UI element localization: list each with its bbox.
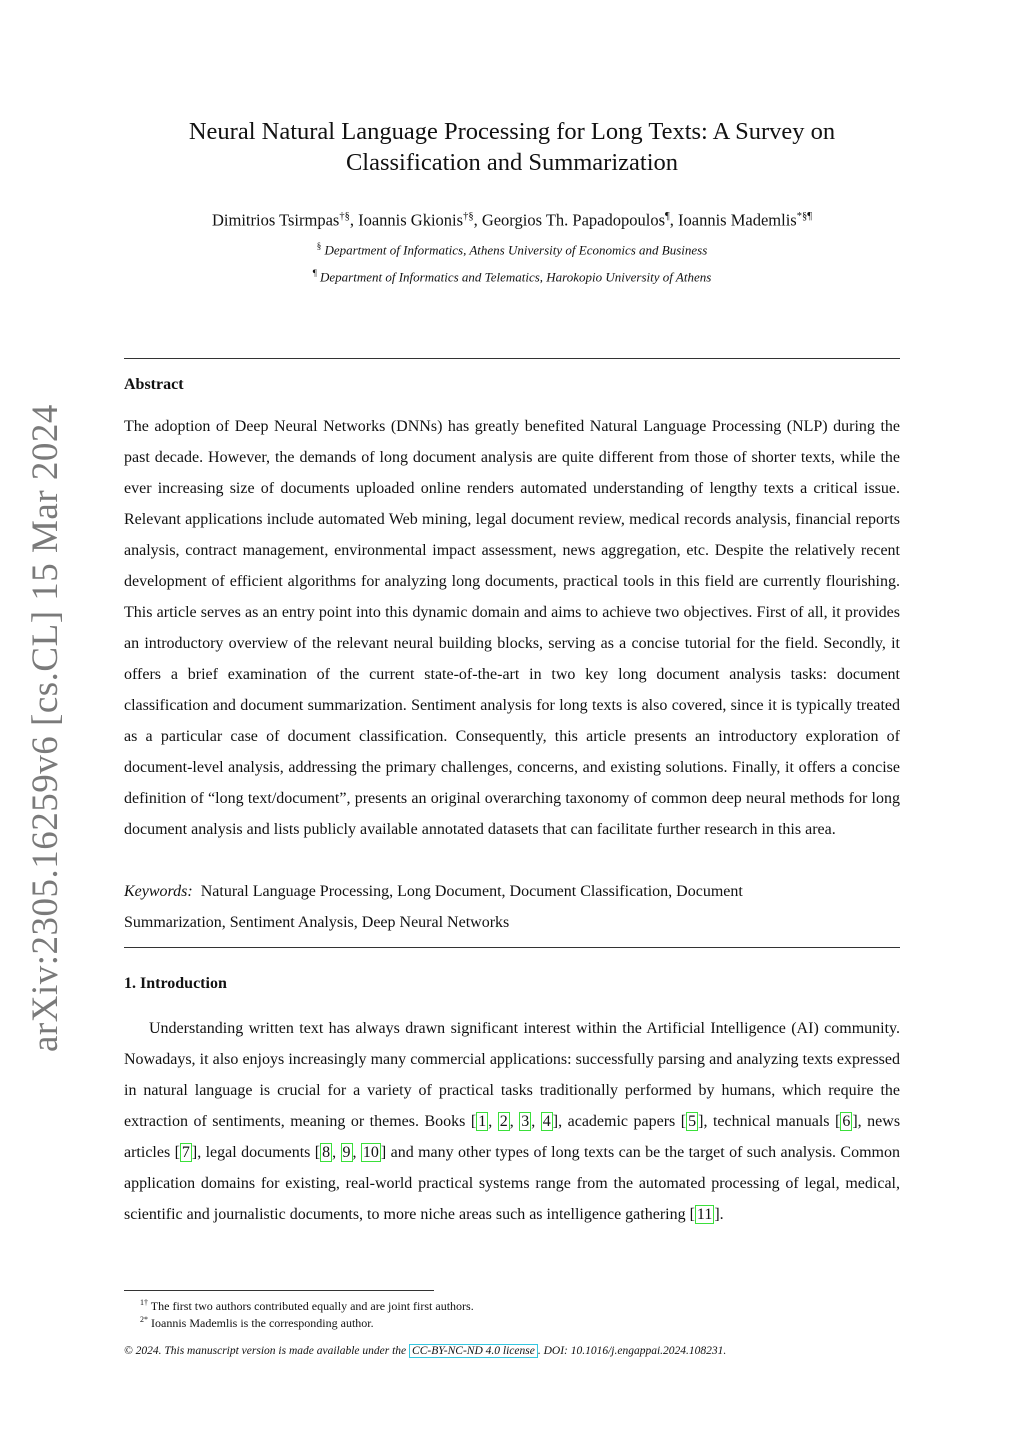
abstract-top-rule [124, 358, 900, 359]
author-mark: ¶ [665, 211, 670, 222]
section-heading-introduction: 1. Introduction [124, 975, 227, 992]
abstract-heading: Abstract [124, 376, 184, 393]
author-mark: †§ [463, 211, 474, 222]
citation-link[interactable]: 5 [688, 1113, 697, 1130]
affiliation-mark: § [316, 241, 322, 251]
intro-text: Understanding written text has always drawn significant interest within the Artificial Intelligence (AI) community. Nowadays, it also enjoys increasingly many commercial applications: successfully parsing and analyzing texts expressed in natural language is crucial for a variety of practical tasks traditionally performed by humans, which require the extraction of sentiments, meaning or themes. Books [ [124, 1020, 900, 1130]
intro-text: ], academic papers [ [552, 1113, 687, 1130]
citation-link[interactable]: 4 [542, 1113, 551, 1130]
footnote-corresponding-author [140, 1312, 374, 1331]
intro-text: ] and many other types of long texts can be the target of such analysis. Common application domains for existing, real-world practical systems range from the automated processing of legal, medical, scientific and journalistic documents, to more niche areas such as intelligence gathering [ [124, 1144, 900, 1223]
footnote-mark: 1† [140, 1298, 148, 1307]
citation-link[interactable]: 3 [521, 1113, 530, 1130]
keywords [124, 876, 824, 938]
affiliation-mark: ¶ [312, 268, 317, 278]
author-name: Ioannis Gkionis [358, 210, 464, 230]
affiliation-informatics-harokopio [124, 264, 900, 286]
author-name: Georgios Th. Papadopoulos [481, 210, 665, 230]
introduction-paragraph: Understanding written text has always drawn significant interest within the Artificial Intelligence (AI) community. Nowadays, it also enjoys increasingly many commercial applications: successfully parsing and analyzing texts expressed in natural language is crucial for a variety of practical tasks traditionally performed by humans, which require the extraction of sentiments, meaning or themes. Books [ 1 , 2 , 3 , 4 ], academic papers [ 5 ], technical manuals [ 6 ], news articles [ 7 ], legal documents [ 8 , 9 , 10 ] and many other types of long texts can be the target of such analysis. Common application domains for existing, real-world practical systems range from the automated processing of legal, medical, scientific and journalistic documents, to more niche areas such as intelligence gathering [ 11 ]. [124, 1020, 901, 1223]
intro-text: ], technical manuals [ [698, 1113, 841, 1130]
keywords-label: Keywords: [124, 883, 193, 900]
keywords-text: Natural Language Processing, Long Document, Document Classification, Document Summarization, Sentiment Analysis, Deep Neural Networks [124, 883, 743, 931]
footnote-text: The first two authors contributed equally and are joint first authors. [150, 1299, 474, 1313]
affiliation-text: Department of Informatics, Athens University of Economics and Business [324, 242, 708, 258]
citation-link[interactable]: 2 [499, 1113, 508, 1130]
citation-link[interactable]: 7 [181, 1144, 190, 1161]
citation-link[interactable]: 9 [342, 1144, 351, 1161]
license-link[interactable]: CC-BY-NC-ND 4.0 license [409, 1344, 538, 1358]
copyright-notice [124, 1343, 900, 1359]
citation-link[interactable]: 11 [696, 1206, 713, 1223]
copyright-prefix: © 2024. This manuscript version is made available under the [124, 1345, 410, 1357]
author-mark: †§ [339, 211, 350, 222]
footnote-mark: 2* [140, 1315, 148, 1324]
affiliation-informatics-aueb [124, 237, 900, 259]
author-name: Ioannis Mademlis [678, 210, 797, 230]
author-list: Dimitrios Tsirmpas†§, Ioannis Gkionis†§, Georgios Th. Papadopoulos¶, Ioannis Mademlis*§¶ [212, 210, 812, 230]
affiliation-text: Department of Informatics and Telematics, Harokopio University of Athens [320, 269, 712, 285]
citation-link[interactable]: 1 [478, 1113, 487, 1130]
abstract-bottom-rule [124, 947, 900, 948]
intro-text: ]. [714, 1206, 724, 1223]
citation-link[interactable]: 8 [322, 1144, 331, 1161]
citation-link[interactable]: 6 [842, 1113, 851, 1130]
paper-title [124, 116, 900, 178]
copyright-suffix: . DOI: 10.1016/j.engappai.2024.108231. [537, 1345, 727, 1357]
intro-text: ], news articles [ [124, 1113, 901, 1161]
author-name: Dimitrios Tsirmpas [212, 210, 340, 230]
citation-link[interactable]: 10 [362, 1144, 379, 1161]
abstract-text: The adoption of Deep Neural Networks (DNNs) has greatly benefited Natural Language Processing (NLP) during the past decade. However, the demands of long document analysis are quite different from those of shorter texts, while the ever increasing size of documents uploaded online renders automated understanding of lengthy texts a critical issue. Relevant applications include automated Web mining, legal document review, medical records analysis, financial reports analysis, contract management, environmental impact assessment, news aggregation, etc. Despite the relatively recent development of efficient algorithms for analyzing long documents, practical tools in this field are currently flourishing. This article serves as an entry point into this dynamic domain and aims to achieve two objectives. First of all, it provides an introductory overview of the relevant neural building blocks, serving as a concise tutorial for the field. Secondly, it offers a brief examination of the current state-of-the-art in two key long document analysis tasks: document classification and document summarization. Sentiment analysis for long texts is also covered, since it is typically treated as a particular case of document classification. Consequently, this article presents an introductory exploration of document-level analysis, addressing the primary challenges, concerns, and existing solutions. Finally, it offers a concise definition of “long text/document”, presents an original overarching taxonomy of common deep neural methods for long document analysis and lists publicly available annotated datasets that can facilitate further research in this area. [124, 418, 900, 838]
footnote-text: Ioannis Mademlis is the corresponding author. [151, 1316, 374, 1330]
title-line-2: Classification and Summarization [345, 149, 679, 176]
title-line-1: Neural Natural Language Processing for Long Texts: A Survey on [188, 118, 836, 145]
author-mark: *§¶ [796, 211, 812, 222]
intro-text: ], legal documents [ [191, 1144, 321, 1161]
arxiv-identifier: arXiv:2305.16259v6 [cs.CL] 15 Mar 2024 [25, 404, 66, 1052]
footnote-rule [124, 1290, 434, 1291]
